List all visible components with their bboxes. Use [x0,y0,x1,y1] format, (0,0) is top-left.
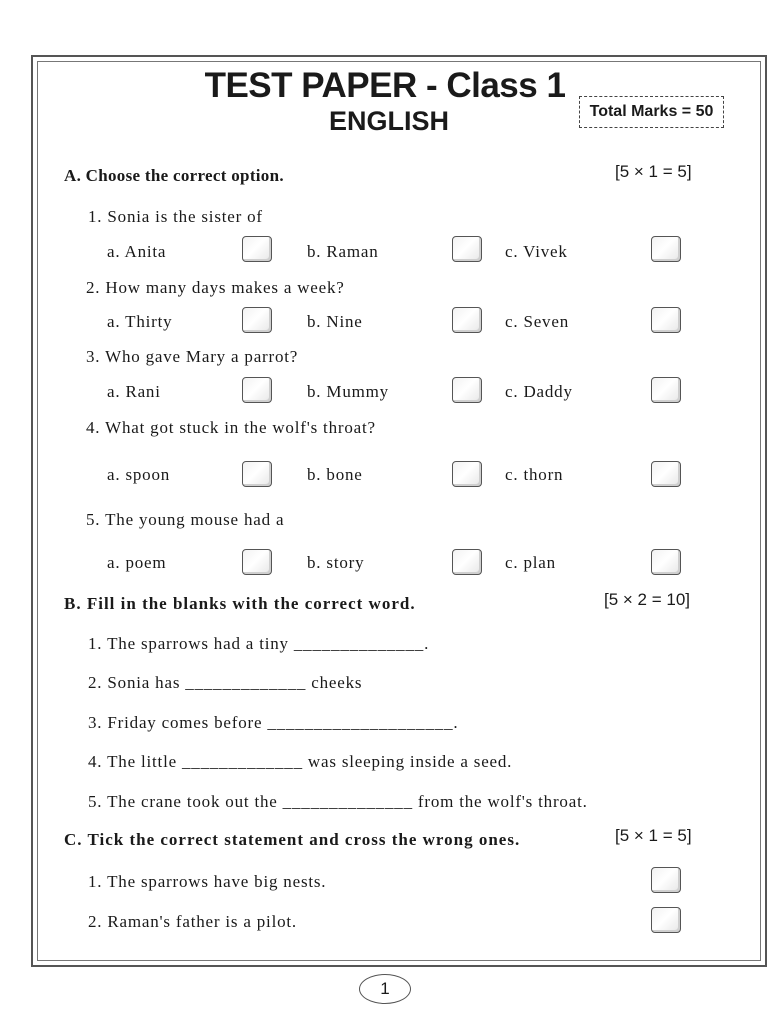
option-a2-b: b. Nine [307,312,363,331]
fill-blank-item-2: 2. Sonia has _____________ cheeks [88,673,363,692]
section-c-heading: C. Tick the correct statement and cross the wrong ones. [64,830,521,849]
answer-checkbox[interactable] [651,461,681,487]
answer-checkbox[interactable] [651,549,681,575]
section-c-marks: [5 × 1 = 5] [615,826,692,845]
answer-checkbox[interactable] [242,549,272,575]
answer-checkbox[interactable] [452,236,482,262]
fill-blank-item-1: 1. The sparrows had a tiny ______________. [88,634,430,653]
question-a2: 2. How many days makes a week? [86,278,345,297]
answer-checkbox[interactable] [242,307,272,333]
tick-checkbox[interactable] [651,907,681,933]
answer-checkbox[interactable] [242,461,272,487]
option-a3-a: a. Rani [107,382,161,401]
statement-item-2: 2. Raman's father is a pilot. [88,912,297,931]
answer-checkbox[interactable] [452,307,482,333]
question-a3: 3. Who gave Mary a parrot? [86,347,299,366]
tick-checkbox[interactable] [651,867,681,893]
answer-checkbox[interactable] [452,377,482,403]
page-number: 1 [359,974,411,1004]
fill-blank-item-3: 3. Friday comes before ____________________. [88,713,459,732]
option-a5-c: c. plan [505,553,556,572]
option-a1-a: a. Anita [107,242,167,261]
answer-checkbox[interactable] [242,236,272,262]
section-a-marks: [5 × 1 = 5] [615,162,692,181]
question-a1: 1. Sonia is the sister of [88,207,263,226]
subject-heading: ENGLISH [328,106,449,136]
answer-checkbox[interactable] [242,377,272,403]
section-b-marks: [5 × 2 = 10] [604,590,691,609]
answer-checkbox[interactable] [651,307,681,333]
option-a4-a: a. spoon [107,465,171,484]
answer-checkbox[interactable] [452,549,482,575]
option-a1-c: c. Vivek [505,242,568,261]
option-a2-a: a. Thirty [107,312,173,331]
option-a4-c: c. thorn [505,465,564,484]
fill-blank-item-4: 4. The little _____________ was sleeping inside a seed. [88,752,513,771]
statement-item-1: 1. The sparrows have big nests. [88,872,327,891]
option-a4-b: b. bone [307,465,363,484]
answer-checkbox[interactable] [651,236,681,262]
option-a5-b: b. story [307,553,365,572]
option-a3-c: c. Daddy [505,382,573,401]
option-a2-c: c. Seven [505,312,569,331]
total-marks-badge: Total Marks = 50 [579,96,724,128]
answer-checkbox[interactable] [452,461,482,487]
page-title: TEST PAPER - Class 1 [204,66,566,105]
answer-checkbox[interactable] [651,377,681,403]
option-a5-a: a. poem [107,553,167,572]
option-a1-b: b. Raman [307,242,379,261]
question-a4: 4. What got stuck in the wolf's throat? [86,418,376,437]
option-a3-b: b. Mummy [307,382,389,401]
fill-blank-item-5: 5. The crane took out the ______________ from the wolf's throat. [88,792,588,811]
section-b-heading: B. Fill in the blanks with the correct word. [64,594,416,613]
section-a-heading: A. Choose the correct option. [64,166,284,185]
question-a5: 5. The young mouse had a [86,510,285,529]
